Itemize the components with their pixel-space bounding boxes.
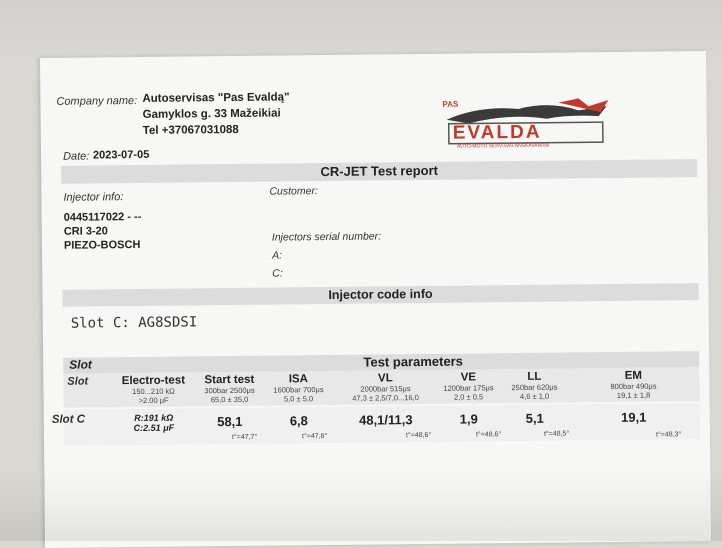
- row-electro-c: C:2.51 μF: [133, 422, 175, 434]
- company-address: Gamyklos g. 33 Mažeikiai: [142, 107, 281, 121]
- injector-info-label: Injector info:: [63, 191, 124, 204]
- row-vl-temp: t°=48,6°: [405, 431, 432, 440]
- row-ll-value: 5,1: [525, 410, 544, 426]
- row-electro: [114, 412, 194, 433]
- col-start-name: Start test: [204, 373, 255, 387]
- col-electro-header: [113, 374, 193, 405]
- injector-code-line: Slot C: AG8SDSI: [70, 314, 198, 332]
- row-start-value: 58,1: [217, 413, 243, 430]
- report-sheet: [40, 51, 711, 548]
- injector-part-number: 0445117022 - --: [63, 210, 142, 224]
- logo-top-text: PAS: [442, 99, 459, 109]
- col-em-spec1: 800bar 490μs: [610, 381, 657, 392]
- company-logo: [438, 96, 619, 150]
- col-isa-spec1: 1600bar 700μs: [273, 385, 324, 395]
- date-label: Date:: [62, 150, 90, 163]
- col-isa-spec2: 5,0 ± 5,0: [283, 394, 314, 404]
- col-em-header: [573, 369, 693, 400]
- col-vl-spec2: 47,3 ± 2,5/7,0...16,0: [352, 393, 419, 403]
- test-params-title: Test parameters: [363, 353, 464, 370]
- col-vl-header: [335, 372, 435, 403]
- col-slot-header: Slot: [67, 375, 89, 388]
- serial-slot-c: C:: [272, 267, 283, 280]
- company-name: Autoservisas "Pas Evaldą": [142, 91, 290, 105]
- logo-main-text: EVALDA: [452, 121, 542, 144]
- col-start-spec1: 300bar 2500μs: [204, 385, 255, 396]
- company-phone: Tel +37067031088: [142, 123, 239, 137]
- col-vl-spec1: 2000bar 515μs: [360, 384, 411, 394]
- col-ll-name: LL: [527, 370, 542, 383]
- row-ll-temp: t°=48,5°: [543, 430, 570, 438]
- row-isa-value: 6,8: [289, 413, 308, 429]
- col-start-header: [195, 374, 263, 405]
- col-electro-spec1: 150...210 kΩ: [132, 386, 175, 397]
- col-ve-spec1: 1200bar 175μs: [443, 383, 494, 393]
- col-vl-name: VL: [377, 372, 393, 385]
- col-ve-name: VE: [460, 371, 477, 384]
- date-value: 2023-07-05: [92, 148, 150, 162]
- row-electro-r: R:191 kΩ: [134, 412, 174, 424]
- row-ve-value: 1,9: [459, 411, 478, 427]
- col-ll-header: [503, 371, 565, 402]
- serial-number-label: Injectors serial number:: [271, 230, 382, 244]
- col-ve-spec2: 2,0 ± 0,5: [453, 392, 484, 402]
- col-start-spec2: 65,0 ± 35,0: [210, 394, 249, 405]
- customer-label: Customer:: [269, 185, 318, 198]
- col-ll-spec1: 250bar 620μs: [511, 382, 558, 393]
- injector-type: PIEZO-BOSCH: [63, 238, 141, 252]
- report-title: CR-JET Test report: [320, 162, 439, 180]
- row-ve-temp: t°=48,6°: [475, 431, 502, 439]
- row-slot: Slot C: [51, 413, 86, 426]
- row-em-value: 19,1: [621, 409, 647, 425]
- col-ve-header: [437, 371, 499, 402]
- row-em-temp: t°=48,3°: [655, 431, 682, 439]
- slot-header: Slot: [69, 357, 92, 372]
- col-electro-name: Electro-test: [121, 374, 186, 388]
- col-electro-spec2: >2.00 μF: [138, 395, 169, 405]
- col-isa-name: ISA: [288, 373, 309, 386]
- company-label: Company name:: [56, 94, 138, 108]
- code-info-title: Injector code info: [328, 286, 433, 302]
- serial-slot-a: A:: [272, 249, 283, 262]
- row-vl-value: 48,1/11,3: [358, 412, 413, 428]
- col-em-name: EM: [624, 369, 643, 382]
- col-em-spec2: 19,1 ± 1,8: [616, 390, 651, 400]
- col-isa-header: [265, 373, 331, 404]
- injector-model: CRI 3-20: [63, 225, 108, 238]
- row-start-temp: t°=47,7°: [231, 433, 258, 442]
- col-ll-spec2: 4,6 ± 1,0: [519, 391, 550, 401]
- row-isa-temp: t°=47,8°: [301, 433, 328, 441]
- logo-sub-text: AUTO-MOTO SERVISAS ANSKAVANRAI: [456, 142, 550, 150]
